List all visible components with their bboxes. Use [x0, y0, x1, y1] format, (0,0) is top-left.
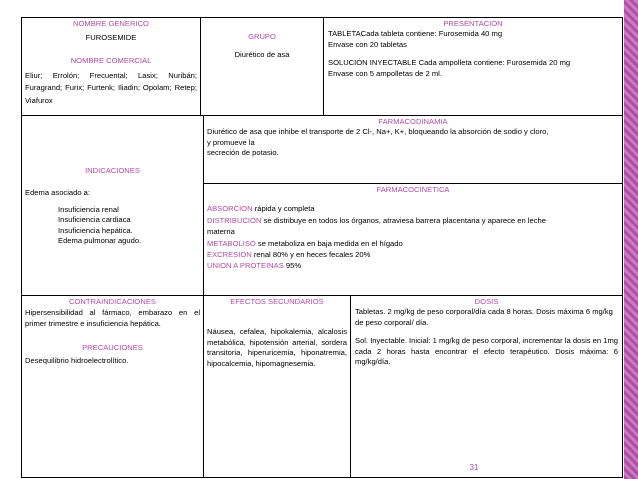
protein-binding-text: 95%: [283, 261, 302, 271]
metabolism-label: METABOLISO: [207, 238, 256, 248]
indication-item: Insuficiencia cardiaca: [58, 215, 131, 225]
pharmacokinetics-heading: FARMACOCINETICA: [376, 185, 450, 194]
indications-list: [25, 205, 200, 247]
absorption-text: rápida y completa: [252, 204, 315, 214]
generic-name-cell: [21, 17, 201, 116]
indication-item: Insuficiencia renal: [58, 204, 119, 214]
contraindications-cell: [21, 295, 204, 478]
pharmacodynamics-cell: [203, 115, 623, 184]
side-effects-text: Náusea, cefalea, hipokalemia, alcalosis metabólica, hipotensión arterial, sordera transitoria, hiperuricemia, hiponatremia, hipocalcemia, hipomagnesemia.: [207, 327, 347, 368]
protein-binding-row: [207, 260, 619, 271]
presentation-tablet-line: TABLETACada tableta contiene: Furosemida 40 mg: [328, 29, 503, 39]
dosage-heading: DOSIS: [474, 297, 499, 306]
absorption-row: [207, 203, 619, 214]
side-effects-cell: [203, 295, 351, 478]
page-number: 31: [469, 463, 479, 472]
metabolism-text: se metaboliza en baja medida en el hígado: [255, 238, 403, 248]
presentation-solution-line: SOLUCIÓN INYECTABLE Cada ampolleta contiene: Furosemida 20 mg: [328, 58, 571, 68]
commercial-names: Eliur; Errolón; Frecuental; Lasix; Nuribán; Furagrand; Furix; Furtenk; Iliadin; Opolam; Retep; Viafurox: [25, 71, 197, 105]
precautions-heading: PRECAUCIONES: [82, 343, 143, 353]
excretion-row: [207, 249, 619, 260]
excretion-label: EXCRESION: [207, 250, 252, 260]
side-effects-heading: EFECTOS SECUNDARIOS: [230, 297, 324, 306]
group-value: Diurético de asa: [234, 50, 290, 60]
pharmacodynamics-heading: FARMACODINAMIA: [378, 117, 448, 126]
pharmacodynamics-line-1: Diurético de asa que inhibe el transporte de 2 Cl-, Na+, K+, bloqueando la absorción de sodio y cloro,: [207, 127, 549, 137]
indications-intro: Edema asociado a:: [25, 188, 91, 198]
contraindications-heading: CONTRAINDICACIONES: [69, 297, 156, 306]
commercial-name-heading: NOMBRE COMERCIAL: [70, 55, 152, 65]
presentation-tablet-pack: Envase con 20 tabletas: [328, 39, 407, 49]
generic-name-heading: NOMBRE GENERICO: [73, 19, 149, 28]
excretion-text: renal 80% y en heces fecales 20%: [251, 250, 371, 260]
distribution-text: se distribuye en todos los órganos, atraviesa barrera placentaria y aparece en leche: [261, 215, 546, 225]
indications-heading: INDICACIONES: [85, 166, 140, 175]
pharmacodynamics-line-3: secreción de potasio.: [207, 148, 279, 158]
group-cell: [200, 17, 324, 116]
decorative-stripe: [624, 0, 638, 479]
presentation-solution-pack: Envase con 5 ampolletas de 2 ml.: [328, 68, 442, 78]
absorption-label: ABSORCION: [207, 204, 253, 214]
distribution-text-continued: materna: [207, 227, 235, 237]
generic-name-value: FUROSEMIDE: [85, 33, 137, 43]
indication-item: Edema pulmonar agudo.: [58, 236, 142, 246]
indications-cell: [21, 115, 204, 296]
indication-item: Insuficiencia hepática.: [58, 225, 133, 235]
dosage-cell: [350, 295, 623, 478]
dosage-injectable: Sol. Inyectable. Inicial: 1 mg/kg de peso corporal, incrementar la dosis en 1mg cada 2 horas hasta encontrar el efecto terapéutico. Dosis máxima: 6 mg/kg/día.: [355, 336, 618, 367]
dosage-tablets: Tabletas. 2 mg/kg de peso corporal/día cada 8 horas. Dosis máxima 6 mg/kg de peso corporal/ día.: [355, 307, 613, 327]
presentation-cell: [323, 17, 623, 116]
pharmacodynamics-line-2: y promueve la: [207, 137, 255, 147]
presentation-heading: PRESENTACION: [443, 19, 503, 28]
distribution-label: DISTRIBUCION: [207, 215, 262, 225]
distribution-row: [207, 215, 619, 226]
contraindications-text: Hipersensibilidad al fármaco, embarazo en el primer trimestre e insuficiencia hepática.: [25, 308, 200, 329]
metabolism-row: [207, 238, 619, 249]
precautions-text: Desequilibrio hidroelectrolítico.: [25, 355, 129, 365]
protein-binding-label: UNION A PROTEINAS: [207, 261, 284, 271]
group-heading: GRUPO: [248, 32, 276, 41]
pharmacokinetics-cell: [203, 183, 623, 296]
